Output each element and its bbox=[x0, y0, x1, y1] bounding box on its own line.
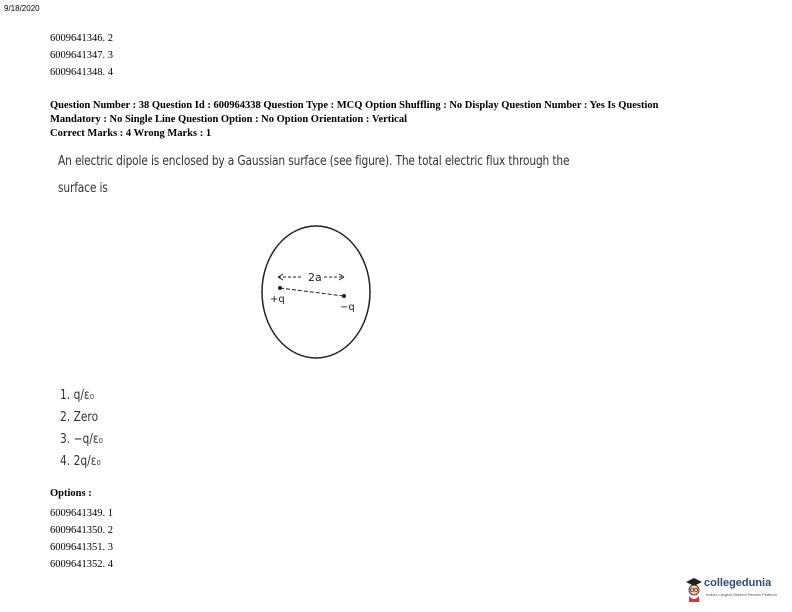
question-metadata bbox=[50, 99, 750, 141]
choice-1 bbox=[60, 385, 103, 407]
logo-tagline: India's Largest Student Review Platform bbox=[706, 592, 778, 597]
meta-line: Mandatory : No Single Line Question Option : No Option Orientation : Vertical bbox=[50, 114, 408, 125]
meta-line: Question Number : 38 Question Id : 600964338 Question Type : MCQ Option Shuffling : No Display Question Number : Yes Is Question bbox=[50, 100, 659, 111]
choice-number: 1. bbox=[60, 388, 71, 403]
option-id-item: 6009641350. 2 bbox=[50, 525, 113, 536]
previous-options-list bbox=[50, 30, 113, 81]
option-id-item: 6009641347. 3 bbox=[50, 50, 113, 61]
question-line: An electric dipole is enclosed by a Gaussian surface (see figure). The total electric flux through the bbox=[58, 154, 570, 169]
question-line: surface is bbox=[58, 181, 108, 196]
option-id-item: 6009641348. 4 bbox=[50, 67, 113, 78]
negative-charge-label: −q bbox=[340, 302, 355, 313]
option-id-item: 6009641352. 4 bbox=[50, 559, 113, 570]
choice-4 bbox=[60, 451, 103, 473]
options-heading: Options : bbox=[50, 488, 92, 499]
question-text bbox=[58, 148, 570, 202]
student-mascot-icon bbox=[685, 576, 703, 602]
dipole-axis bbox=[280, 288, 344, 296]
choice-text: −q/ε₀ bbox=[73, 432, 103, 447]
choice-number: 4. bbox=[60, 454, 71, 469]
marks-line: Correct Marks : 4 Wrong Marks : 1 bbox=[50, 128, 212, 139]
logo-brand-text: collegedunia bbox=[704, 577, 772, 589]
choice-text: q/ε₀ bbox=[73, 388, 94, 403]
option-id-item: 6009641351. 3 bbox=[50, 542, 113, 553]
choice-text: 2q/ε₀ bbox=[73, 454, 101, 469]
choice-number: 3. bbox=[60, 432, 71, 447]
choice-number: 2. bbox=[60, 410, 71, 425]
separation-label: 2a bbox=[308, 271, 322, 284]
choice-3 bbox=[60, 429, 103, 451]
collegedunia-logo bbox=[685, 574, 789, 606]
choice-text: Zero bbox=[73, 410, 99, 425]
options-list bbox=[50, 505, 113, 573]
print-date: 9/18/2020 bbox=[4, 4, 40, 13]
answer-choices bbox=[60, 385, 112, 473]
gaussian-surface-figure bbox=[256, 222, 376, 362]
positive-charge-label: +q bbox=[270, 294, 285, 305]
option-id-item: 6009641346. 2 bbox=[50, 33, 113, 44]
choice-2 bbox=[60, 407, 103, 429]
option-id-item: 6009641349. 1 bbox=[50, 508, 113, 519]
